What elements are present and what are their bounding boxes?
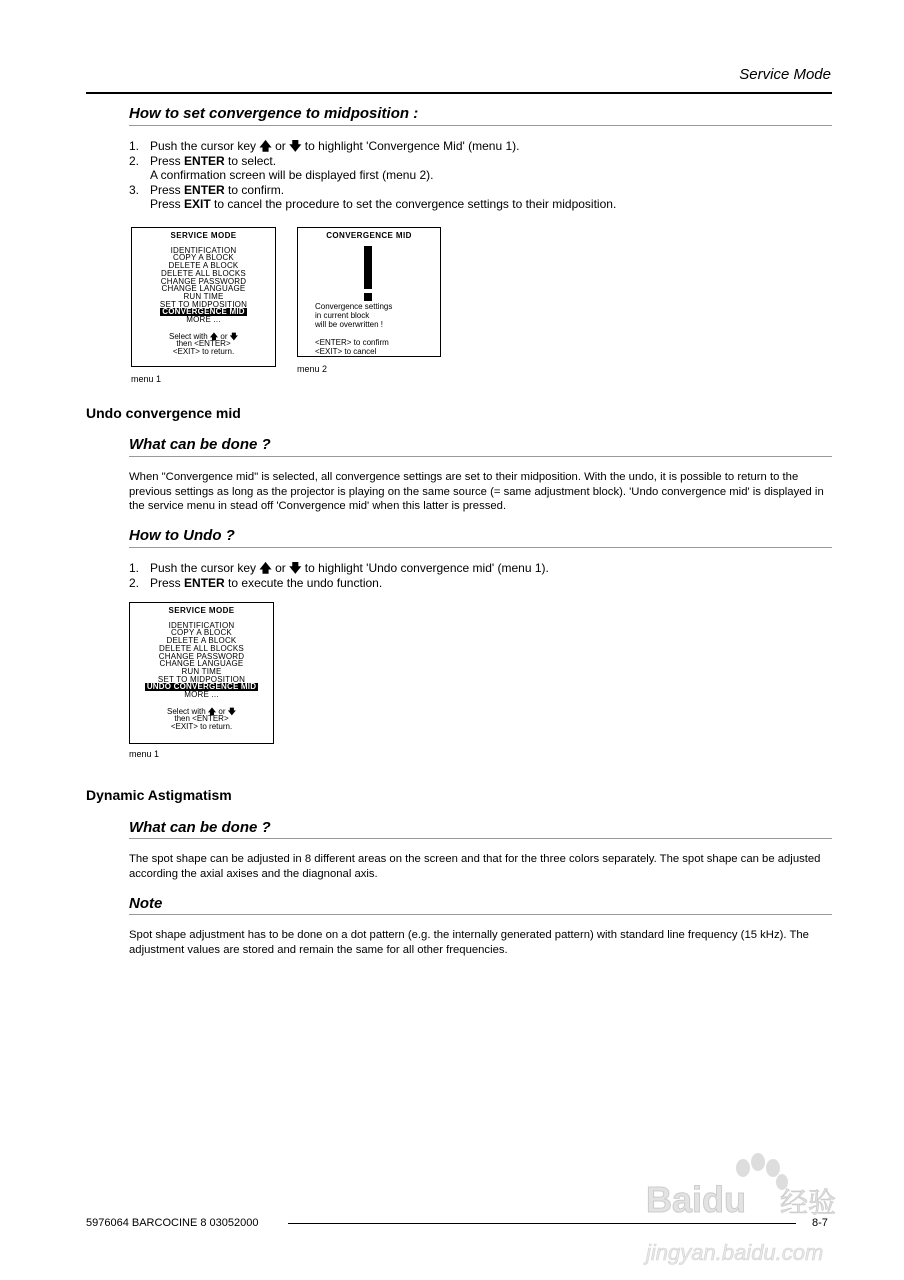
step-2 <box>129 154 616 169</box>
menu-item: SET TO MIDPOSITION <box>157 674 246 684</box>
arrow-up-icon: 🡅 <box>259 561 272 575</box>
header-title: Service Mode <box>739 66 831 83</box>
menu-1-caption: menu 1 <box>131 374 162 384</box>
step-text: Press <box>150 197 181 211</box>
step-text: Push the cursor key <box>150 139 257 153</box>
step-text: to cancel the procedure to set the convergence settings to their midposition. <box>214 197 617 211</box>
footer-doc-id: 5976064 BARCOCINE 8 03052000 <box>86 1217 259 1229</box>
step-text: Push the cursor key <box>150 561 257 575</box>
message-line: Convergence settings <box>315 302 393 311</box>
step-text: to confirm. <box>228 182 285 197</box>
watermark-brand-cn: 经验 <box>780 1186 837 1219</box>
message-line: will be overwritten ! <box>315 320 384 329</box>
undo-how-rule <box>129 547 832 548</box>
undo-step-1 <box>129 561 549 576</box>
hint-text: Select with <box>167 706 206 716</box>
arrow-up-icon: 🡅 <box>207 706 217 716</box>
arrow-down-icon: 🡇 <box>289 139 302 153</box>
menu-hint-enter: then <ENTER> <box>174 714 229 724</box>
menu-item-more: MORE ... <box>186 315 221 325</box>
menu-item: RUN TIME <box>181 666 222 676</box>
menu-item: IDENTIFICATION <box>170 245 237 255</box>
step-text: to highlight 'Undo convergence mid' (menu 1). <box>304 561 549 575</box>
undo-section-title: Undo convergence mid <box>86 405 241 421</box>
menu-title: SERVICE MODE <box>170 231 237 240</box>
menu-item: CHANGE LANGUAGE <box>159 659 244 669</box>
menu-item: RUN TIME <box>183 291 224 301</box>
step-text: Press <box>150 575 181 590</box>
astig-what-rule <box>129 838 832 839</box>
step-text: Press <box>150 182 181 197</box>
menu-2-caption: menu 2 <box>297 364 328 374</box>
step-3 <box>129 183 616 198</box>
note-rule <box>129 914 832 915</box>
hint-or: or <box>220 331 228 341</box>
menu-item: SET TO MIDPOSITION <box>159 299 248 309</box>
menu-enter-confirm: <ENTER> to confirm <box>315 338 389 347</box>
note-text: Spot shape adjustment has to be done on a dot pattern (e.g. the internally generated pattern) with standard line frequency (15 kHz). The adjustment values are stored and remain the same for all other frequencies. <box>129 929 809 956</box>
menu-item: DELETE ALL BLOCKS <box>159 643 244 653</box>
convergence-mid-steps <box>129 139 616 212</box>
watermark-brand: Baidu <box>646 1179 747 1220</box>
menu-1-service-mode-undo <box>129 602 274 744</box>
menu-item-more: MORE ... <box>184 690 219 700</box>
menu-1-service-mode <box>131 227 276 367</box>
baidu-paw-logo <box>640 1150 860 1270</box>
step-number: 2. <box>129 153 140 168</box>
key-enter: ENTER <box>184 153 225 168</box>
astig-section-title: Dynamic Astigmatism <box>86 787 232 803</box>
step-number: 1. <box>129 561 140 575</box>
menu-item-highlighted: UNDO CONVERGENCE MID <box>146 682 257 692</box>
arrow-down-icon: 🡇 <box>289 561 302 575</box>
menu-exit-cancel: <EXIT> to cancel <box>315 347 377 356</box>
menu-title: CONVERGENCE MID <box>326 231 412 240</box>
astig-what-text: The spot shape can be adjusted in 8 different areas on the screen and that for the three colors separately. The spot shape can be adjusted according the axial axises and the diagnonal axis. <box>129 853 821 880</box>
step-or: or <box>275 561 286 575</box>
exclamation-icon <box>362 246 374 301</box>
menu-item: CHANGE PASSWORD <box>158 651 245 661</box>
message-line: in current block <box>315 311 370 320</box>
menu-item: COPY A BLOCK <box>173 253 234 263</box>
menu-title: SERVICE MODE <box>168 606 235 615</box>
step-text: to execute the undo function. <box>228 575 383 590</box>
menu-item: CHANGE LANGUAGE <box>161 284 246 294</box>
key-enter: ENTER <box>184 575 225 590</box>
step-number: 3. <box>129 182 140 197</box>
hint-text: Select with <box>169 331 208 341</box>
undo-step-2 <box>129 576 549 591</box>
key-exit: EXIT <box>184 197 211 211</box>
menu-hint-exit: <EXIT> to return. <box>172 347 235 357</box>
step-2-cont: A confirmation screen will be displayed first (menu 2). <box>150 168 434 182</box>
step-3-cont <box>129 197 616 212</box>
step-or: or <box>275 139 286 153</box>
note-title: Note <box>129 895 163 912</box>
step-text: to select. <box>228 153 277 168</box>
arrow-up-icon: 🡅 <box>209 331 219 341</box>
menu-2-convergence-mid <box>297 227 441 357</box>
undo-how-title: How to Undo ? <box>129 527 235 544</box>
undo-what-text: When "Convergence mid" is selected, all convergence settings are set to their midposition. With the undo, it is possible to return to the previous settings as long as the projector is playing on the same source (= same adjustment block). 'Undo convergence mid' is displayed in the service menu in stead off 'Convergence mid' when this latter is pressed. <box>129 471 824 513</box>
arrow-down-icon: 🡇 <box>229 331 238 341</box>
astig-what-title: What can be done ? <box>129 819 271 836</box>
menu-hint-exit: <EXIT> to return. <box>170 722 233 732</box>
menu-item: DELETE ALL BLOCKS <box>161 268 246 278</box>
menu-item: COPY A BLOCK <box>171 628 232 638</box>
step-number: 1. <box>129 139 140 153</box>
menu-hint-enter: then <ENTER> <box>176 339 231 349</box>
step-number: 2. <box>129 575 140 590</box>
arrow-down-icon: 🡇 <box>227 706 236 716</box>
undo-steps <box>129 561 549 590</box>
step-text: to highlight 'Convergence Mid' (menu 1). <box>304 139 520 153</box>
hint-or: or <box>218 706 226 716</box>
menu-item: IDENTIFICATION <box>168 620 235 630</box>
header-divider <box>86 92 832 94</box>
menu-item: DELETE A BLOCK <box>168 261 239 271</box>
menu-2-message <box>315 302 392 356</box>
footer-divider <box>288 1223 796 1224</box>
watermark-url: jingyan.baidu.com <box>646 1240 824 1265</box>
key-enter: ENTER <box>184 182 225 197</box>
menu-3-caption: menu 1 <box>129 749 160 759</box>
convergence-mid-title: How to set convergence to midposition : <box>129 105 419 122</box>
menu-item: CHANGE PASSWORD <box>160 276 247 286</box>
convergence-mid-rule <box>129 125 832 126</box>
arrow-up-icon: 🡅 <box>259 139 272 153</box>
menu-item-highlighted: CONVERGENCE MID <box>162 307 245 317</box>
undo-what-rule <box>129 456 832 457</box>
undo-what-title: What can be done ? <box>129 436 271 453</box>
step-text: Press <box>150 153 181 168</box>
step-1 <box>129 139 616 154</box>
menu-item: DELETE A BLOCK <box>166 636 237 646</box>
baidu-watermark <box>640 1150 860 1270</box>
footer-page-number: 8-7 <box>812 1217 828 1229</box>
